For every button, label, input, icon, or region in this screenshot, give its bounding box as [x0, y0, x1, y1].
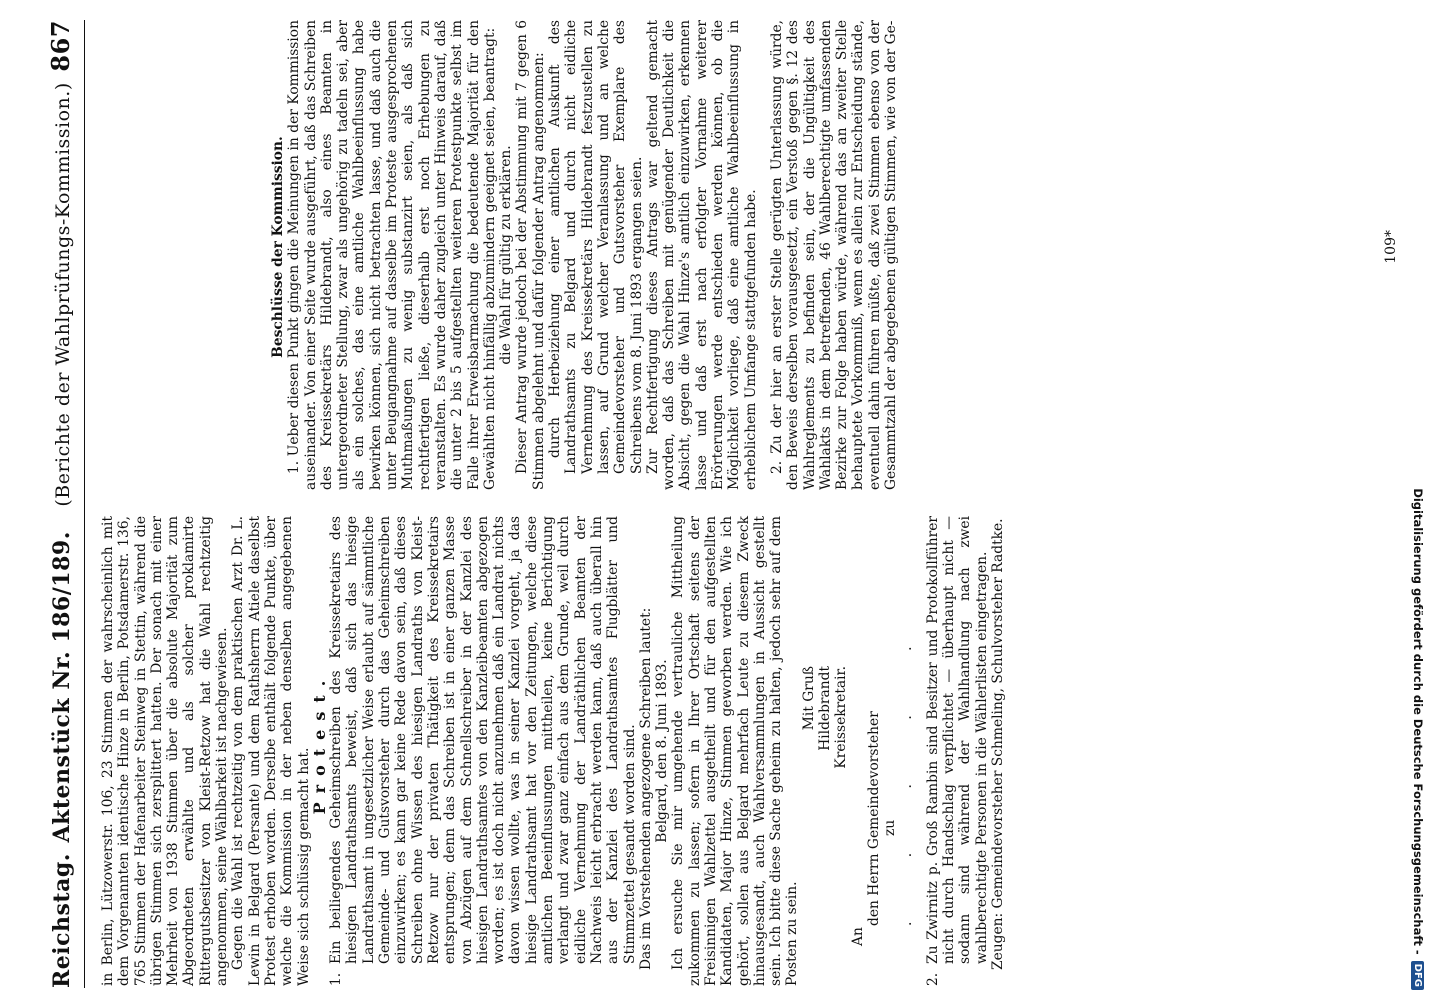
protest-item-2 — [925, 516, 990, 986]
paragraph: in Berlin, Lützowerstr. 106, 23 Stimmen der wahrscheinlich mit dem Vorgenannten identische Hinze in Berlin, Potsdamerstr. 136, 765 Stimmen der Hafenarbeiter Steinweg in Stettin, während die übrigen Stimmen sich zersplittert hatten. Der sonach mit einer Mehrheit von 1938 Stimmen über die absolute Majorität zum Abgeordneten erwählte und als solcher proklamirte Rittergutsbesitzer von Kleist-Retzow hat die Wahl rechtzeitig angenommen, seine Wählbarkeit ist nachgewiesen. — [100, 516, 231, 986]
item-text: Zu Zwirnitz p. Groß Rambin sind Besitzer und Protokollführer nicht durch Handschlag verpflichtet — überhaupt nicht — sodann sind während der Wahlhandlung nach zwei wahlberechtigte Personen in die Wählerlisten eingetragen. — [924, 516, 990, 964]
paragraph: 2. Zu der hier an erster Stelle gerügten Unterlassung würde, den Beweis derselben vorausgesetzt, ein Verstoß gegen §. 12 des Wahlreglements zu befinden sein, der die Ungültigkeit des Wahlakts in dem betreffenden, 46 Wahlberechtigte umfassenden Bezirke zur Folge haben würde, während das an zweiter Stelle behauptete Vorkommniß, wenn es allein zur Entscheidung stände, eventuell dahin führen müßte, daß zwei Stimmen ebenso von der Gesammtzahl der abgegebenen gültigen Stimmen, wie von der Ge- — [768, 20, 899, 490]
item-text: Ein beiliegendes Geheimschreiben des Kreissekretairs des hiesigen Landrathsamts beweist, daß sich das hiesige Landrathsamt in ungesetzlicher Weise erlaubt auf sämmtliche Gemeinde- und Gutsvorsteher durch das Geheimschreiben einzuwirken; es kann gar keine Rede davon sein, daß dieses Schreiben ohne Wissen des hiesigen Landraths von Kleist-Retzow nur der privaten Thätigkeit des Kreissekretairs entsprungen; denn das Schreiben ist in einer ganzen Masse von Abzügen auf dem Schnellschreiber in der Kanzlei des hiesigen Landrathsamtes von den Kanzleibeamten abgezogen worden; es ist doch nicht anzunehmen daß ein Landrat nichts davon wissen wollte, was in seiner Kanzlei vorgeht, ja das hiesige Landrathsamt hat vor den Zeitungen, welche diese amtlichen Beeinflussungen mittheilen, keine Berichtigung verlangt und zwar ganz einfach aus dem Grunde, weil durch eidliche Vernehmung der Landräthlichen Beamten der Nachweis leicht erbracht werden kann, daß auch überall hin aus der Kanzlei des Landrathsamtes Flugblätter und Stimmzettel gesandt worden sind. — [328, 516, 638, 964]
header-rule — [84, 20, 85, 988]
letter-body: Ich ersuche Sie mir umgehende vertrauliche Mittheilung zukommen zu lassen; sofern in Ihrer Ortschaft seitens der Freisinnigen Wahlzettel ausgetheilt und für den aufgestellten Kandidaten, Major Hinze, Stimmen geworben werden. Wie ich gehört, sollen aus Belgard mehrfach Leute zu diesem Zweck hinausgesandt, auch Wahlversammlungen in Aussicht gestellt sein. Ich bitte diese Sache geheim zu halten, jedoch sehr auf dem Posten zu sein. — [670, 516, 801, 986]
page-header — [46, 20, 80, 988]
left-column — [100, 516, 1006, 986]
signature-name: Hildebrandt — [817, 666, 834, 751]
item-number: 2. — [924, 972, 941, 986]
letter-date: Belgard, den 8. Juni 1893. — [654, 659, 671, 843]
sidebar-text: Digitalisierung gefördert durch die Deutsche Forschungsgemeinschaft - — [1411, 488, 1425, 955]
digitization-sidebar — [1404, 0, 1432, 1000]
signature-greeting: Mit Gruß — [800, 666, 817, 731]
protest-heading: Protest. — [309, 671, 329, 815]
address-line: An — [849, 927, 866, 946]
resolutions-heading: Beschlüsse der Kommission. — [270, 136, 286, 358]
header-left: Reichstag. — [49, 853, 75, 988]
dfg-logo: DFG — [1412, 961, 1425, 990]
protest-item-1 — [328, 516, 638, 986]
header-subtitle: (Berichte der Wahlprüfungs-Kommission.) — [52, 82, 74, 507]
paragraph: Gegen die Wahl ist rechtzeitig von dem praktischen Arzt Dr. L. Lewin in Belgard (Persante) und dem Rathsherrn Atiele daselbst Protest erhoben worden. Derselbe enthält folgende Punkte, über welche die Kommission in der neben denselben angegebenen Weise sich schlüssig gemacht hat. — [230, 516, 312, 986]
header-center — [49, 72, 75, 854]
paragraph: Dieser Antrag wurde jedoch bei der Abstimmung mit 7 gegen 6 Stimmen abgelehnt und dafür folgender Antrag angenommen: — [514, 20, 547, 490]
signature-title: Kreissekretair. — [833, 666, 850, 769]
paragraph: Zur Rechtfertigung dieses Antrags war geltend gemacht worden, daß das Schreiben mit genügender Deutlichkeit die Absicht, gegen die Wahl Hinze's amtlich einzuwirken, erkennen lasse und daß erst nach erfolgter Vornahme weiterer Erörterungen werde entschieden werden können, ob die Möglichkeit vorliege, daß eine amtliche Wahlbeeinflussung in erheblichem Umfange stattgefunden habe. — [644, 20, 759, 490]
page-number: 867 — [46, 20, 75, 72]
item-number: 1. — [328, 972, 345, 986]
header-title: Aktenstück Nr. 186/189. — [49, 531, 75, 843]
sheet-signature: 109* — [1383, 230, 1399, 264]
right-column — [100, 20, 899, 490]
address-line: den Herrn Gemeindevorsteher — [865, 711, 882, 926]
paragraph: 1. Ueber diesen Punkt gingen die Meinungen in der Kommission auseinander. Von einer Seite wurde ausgeführt, daß das Schreiben des Kreissekretärs Hildebrandt, also eines Beamten in untergeordneter Stellung, zwar als ungehörig zu tadeln sei, aber als ein solches, das eine amtliche Wahlbeeinflussung habe bewirken können, sich nicht betrachten lasse, und daß auch die unter Beugangnahme auf dasselbe im Proteste ausgesprochenen Muthmaßungen zu wenig substanzirt seien, als daß sich rechtfertigen ließe, dieserhalb erst noch Erhebungen zu veranstalten. Es wurde daher zugleich unter Hinweis darauf, daß die unter 2 bis 5 aufgestellten weiteren Protestpunkte selbst im Falle ihrer Erweisbarmachung die bedeutende Majorität für den Gewählten nicht hinfällig abzumindern geeignet seien, beantragt: — [286, 20, 498, 490]
paragraph: durch Herbeiziehung einer amtlichen Auskunft des Landrathsamts zu Belgard und durch nicht eidliche Vernehmung des Kreissekretärs Hildebrandt festzustellen zu lassen, auf Grund welcher Veranlassung und an welche Gemeindevorsteher und Gutsvorsteher Exemplare des Schreibens vom 8. Juni 1893 ergangen seien. — [547, 20, 645, 474]
address-dots: . . . . . — [898, 616, 915, 926]
address-line: zu — [882, 819, 899, 836]
witnesses: Zeugen: Gemeindevorsteher Schmeling, Schulvorsteher Radtke. — [990, 518, 1007, 970]
paragraph: Das im Vorstehenden angezogene Schreiben lautet: — [637, 607, 654, 970]
motion: die Wahl für gültig zu erklären. — [498, 145, 515, 365]
